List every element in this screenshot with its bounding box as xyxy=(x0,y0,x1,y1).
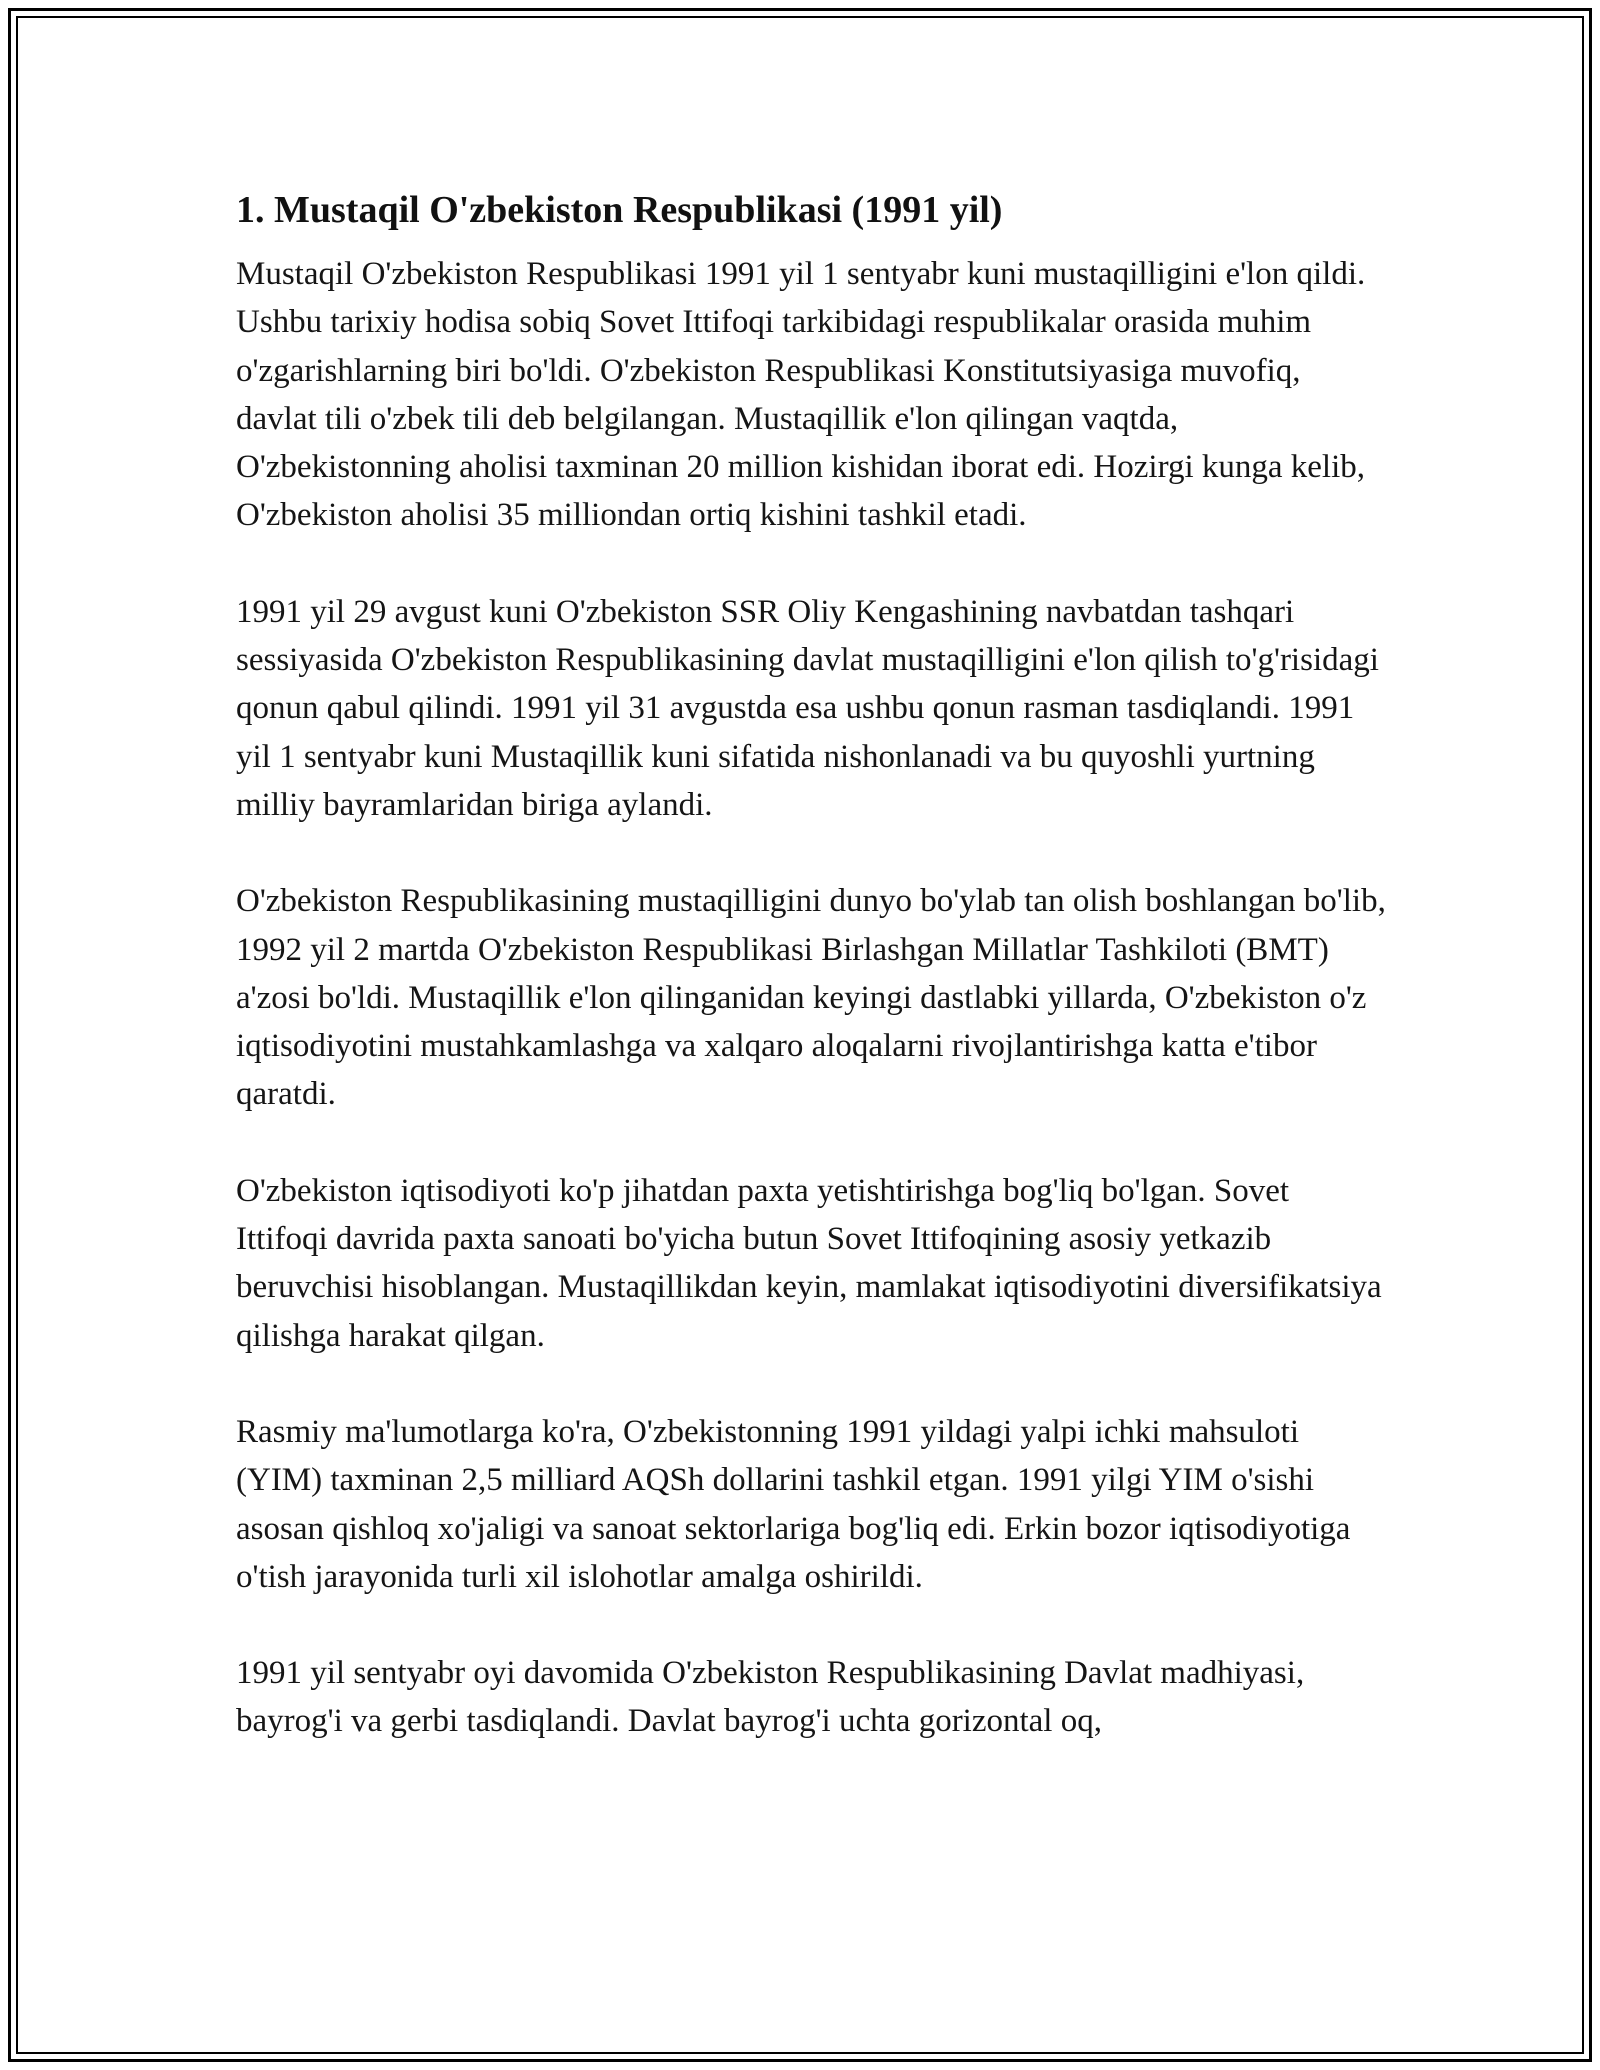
paragraph-4: O'zbekiston iqtisodiyoti ko'p jihatdan paxta yetishtirishga bog'liq bo'lgan. Sovet Ittifoqi davrida paxta sanoati bo'yicha butun Sovet Ittifoqining asosiy yetkazib beruvchisi hisoblangan. Mustaqillikdan keyin, mamlakat iqtisodiyotini diversifikatsiya qilishga harakat qilgan. xyxy=(236,1172,1382,1354)
paragraph-6: 1991 yil sentyabr oyi davomida O'zbekiston Respublikasining Davlat madhiyasi, bayrog'i va gerbi tasdiqlandi. Davlat bayrog'i uchta gorizontal oq, xyxy=(236,1655,1305,1740)
paragraph-1: Mustaqil O'zbekiston Respublikasi 1991 yil 1 sentyabr kuni mustaqilligini e'lon qildi. Ushbu tarixiy hodisa sobiq Sovet Ittifoqi tarkibidagi respublikalar orasida muhim o'zgarishlarning biri bo'ldi. O'zbekiston Respublikasi Konstitutsiyasiga muvofiq, davlat tili o'zbek tili deb belgilangan. Mustaqillik e'lon qilingan vaqtda, O'zbekistonning aholisi taxminan 20 million kishidan iborat edi. Hozirgi kunga kelib, O'zbekiston aholisi 35 milliondan ortiq kishini tashkil etadi. xyxy=(236,256,1366,534)
paragraph-5: Rasmiy ma'lumotlarga ko'ra, O'zbekistonning 1991 yildagi yalpi ichki mahsuloti (YIM) taxminan 2,5 milliard AQSh dollarini tashkil etgan. 1991 yilgi YIM o'sishi asosan qishloq xo'jaligi va sanoat sektorlariga bog'liq edi. Erkin bozor iqtisodiyotiga o'tish jarayonida turli xil islohotlar amalga oshirildi. xyxy=(236,1413,1351,1595)
document-body xyxy=(236,185,1386,1746)
section-heading: 1. Mustaqil O'zbekiston Respublikasi (1991 yil) xyxy=(236,189,1003,231)
paragraph-2: 1991 yil 29 avgust kuni O'zbekiston SSR Oliy Kengashining navbatdan tashqari sessiyasida O'zbekiston Respublikasining davlat mustaqilligini e'lon qilish to'g'risidagi qonun qabul qilindi. 1991 yil 31 avgustda esa ushbu qonun rasman tasdiqlandi. 1991 yil 1 sentyabr kuni Mustaqillik kuni sifatida nishonlanadi va bu quyoshli yurtning milliy bayramlaridan biriga aylandi. xyxy=(236,593,1379,823)
paragraph-3: O'zbekiston Respublikasining mustaqilligini dunyo bo'ylab tan olish boshlangan bo'lib, 1992 yil 2 martda O'zbekiston Respublikasi Birlashgan Millatlar Tashkiloti (BMT) a'zosi bo'ldi. Mustaqillik e'lon qilinganidan keyingi dastlabki yillarda, O'zbekiston o'z iqtisodiyotini mustahkamlashga va xalqaro aloqalarni rivojlantirishga katta e'tibor qaratdi. xyxy=(236,883,1386,1113)
